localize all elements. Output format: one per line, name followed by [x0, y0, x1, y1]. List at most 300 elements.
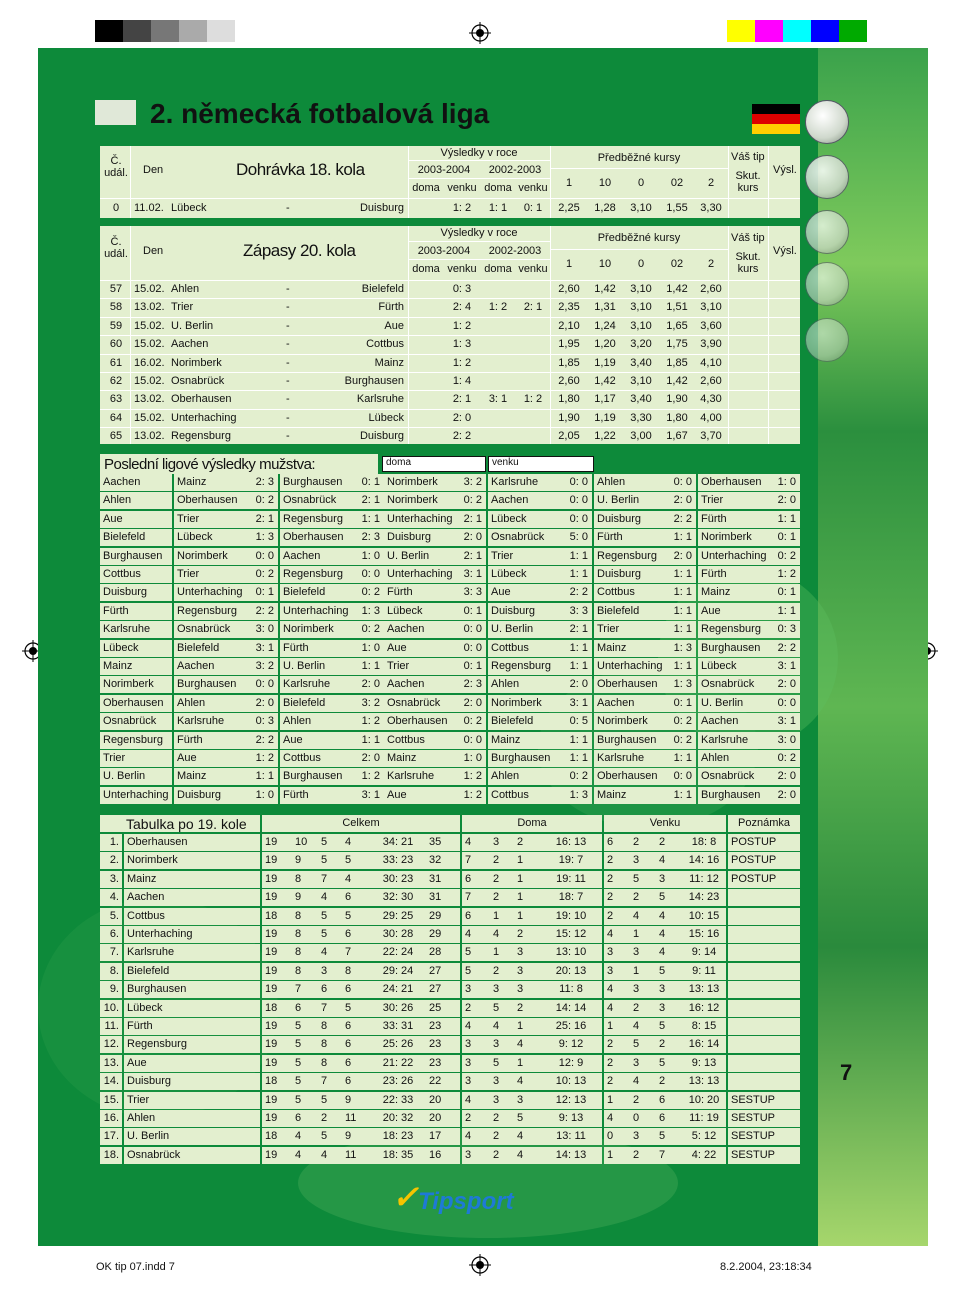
score: 0: 2 — [255, 494, 274, 506]
opponent: Ahlen — [177, 697, 206, 709]
col-skut-kurs: Skut. kurs — [735, 170, 761, 194]
position: 8. — [100, 963, 122, 980]
list-item — [100, 529, 800, 546]
stat: 11 — [342, 1147, 370, 1164]
score: 0: 0 — [463, 642, 482, 654]
col-venku: venku — [447, 182, 477, 194]
stat: 3 — [514, 944, 540, 961]
row-rule — [100, 335, 800, 336]
stat: 4 — [462, 834, 490, 851]
stat: 3 — [630, 944, 656, 961]
stat: 22: 33 — [370, 1092, 426, 1109]
note — [728, 926, 800, 943]
stat: 3 — [318, 963, 342, 980]
col-cislo: Č. udál. — [104, 236, 128, 260]
stat: 33: 31 — [370, 1018, 426, 1035]
team-name: U. Berlin — [100, 768, 172, 785]
opponent: Aue — [283, 734, 303, 746]
score: 1: 1 — [673, 531, 692, 543]
stat: 5 — [318, 1128, 342, 1145]
stat: 12: 9 — [540, 1055, 602, 1072]
stat: 2 — [514, 926, 540, 943]
stat: 1 — [514, 1055, 540, 1072]
opponent: Bielefeld — [491, 715, 534, 727]
opponent: Trier — [177, 568, 200, 580]
team-name: Karlsruhe — [100, 621, 172, 638]
list-item — [100, 732, 800, 749]
score: 3: 2 — [463, 476, 482, 488]
team-name: Lübeck — [100, 640, 172, 657]
kurs-head: 0 — [637, 177, 645, 189]
stat: 4 — [630, 1018, 656, 1035]
match-cell — [384, 474, 486, 491]
match-cell — [594, 548, 696, 565]
position: 18. — [100, 1147, 122, 1164]
stat: 4 — [342, 834, 370, 851]
stat: 11 — [342, 1110, 370, 1127]
score: 0: 1 — [777, 586, 796, 598]
stat: 7 — [292, 981, 318, 998]
stat: 25 — [426, 1000, 460, 1017]
opponent: Burghausen — [701, 642, 761, 654]
table-row — [100, 1018, 800, 1035]
match-cell — [280, 511, 384, 528]
team-name: Duisburg — [124, 1073, 260, 1090]
match-cell — [280, 603, 384, 620]
score: 1: 0 — [777, 476, 796, 488]
col-vysledky: Výsledky v roce — [440, 147, 518, 159]
stat: 7 — [318, 871, 342, 888]
stat: 29 — [426, 908, 460, 925]
match-cell — [488, 713, 592, 730]
opponent: Ahlen — [701, 752, 730, 764]
stat: 23 — [426, 1036, 460, 1053]
match-date: 15.02. — [134, 320, 165, 332]
stat: 29: 24 — [370, 963, 426, 980]
position: 9. — [100, 981, 122, 998]
match-cell — [174, 474, 278, 491]
stat: 19 — [262, 1018, 292, 1035]
stat: 8 — [318, 1018, 342, 1035]
odds: 3,10 — [630, 301, 652, 313]
odds: 3,40 — [630, 357, 652, 369]
stat: 4 — [514, 1073, 540, 1090]
score: 1: 1 — [569, 642, 588, 654]
stat: 5 — [656, 1018, 682, 1035]
home-team: Osnabrück — [171, 375, 225, 387]
odds: 3,10 — [700, 301, 722, 313]
stat: 5: 12 — [682, 1128, 726, 1145]
opponent: Norimberk — [177, 550, 228, 562]
odds: 1,28 — [594, 202, 616, 214]
stat: 4 — [656, 926, 682, 943]
score: 2: 0 — [463, 697, 482, 709]
opponent: Ahlen — [597, 476, 626, 488]
score: 2: 2 — [255, 734, 274, 746]
col-skut-kurs: Skut. kurs — [735, 251, 761, 275]
stat: 2 — [490, 1128, 514, 1145]
stat: 4 — [318, 1147, 342, 1164]
position: 16. — [100, 1110, 122, 1127]
home-team: Aachen — [171, 338, 209, 350]
match-no: 61 — [109, 357, 123, 369]
odds: 1,75 — [666, 338, 688, 350]
match-cell — [174, 603, 278, 620]
stat: 6 — [462, 871, 490, 888]
opponent: Osnabrück — [491, 531, 545, 543]
match-date: 15.02. — [134, 338, 165, 350]
stat: 3 — [514, 981, 540, 998]
table-row — [100, 944, 800, 961]
list-item — [100, 768, 800, 785]
score: 1: 3 — [361, 605, 380, 617]
opponent: Burghausen — [283, 476, 343, 488]
score: 0: 2 — [673, 734, 692, 746]
crop-bar — [839, 20, 867, 42]
match-cell — [488, 695, 592, 712]
opponent: Aachen — [491, 494, 529, 506]
position: 3. — [100, 871, 122, 888]
opponent: Mainz — [597, 642, 627, 654]
col-doma: Doma — [462, 815, 602, 832]
stat: 5 — [318, 852, 342, 869]
table-row — [100, 871, 800, 888]
stat: 4 — [604, 1110, 630, 1127]
odds: 3,60 — [700, 320, 722, 332]
away-team: Cottbus — [366, 338, 404, 350]
stat: 4 — [656, 908, 682, 925]
score: 1: 1 — [569, 734, 588, 746]
score: 1: 1 — [673, 752, 692, 764]
stat: 4 — [656, 944, 682, 961]
opponent: Aachen — [387, 678, 425, 690]
kurs-head: 02 — [670, 177, 684, 189]
opponent: Duisburg — [597, 513, 642, 525]
table-row — [100, 926, 800, 943]
stat: 3 — [462, 1055, 490, 1072]
header-tab-block — [95, 100, 136, 125]
opponent: Ahlen — [283, 715, 312, 727]
team-name: Unterhaching — [124, 926, 260, 943]
football-icon — [805, 262, 849, 306]
opponent: Regensburg — [597, 550, 657, 562]
score: 0: 0 — [569, 513, 588, 525]
opponent: Unterhaching — [701, 550, 767, 562]
stat: 25: 26 — [370, 1036, 426, 1053]
stat: 18 — [262, 1128, 292, 1145]
stat: 20: 32 — [370, 1110, 426, 1127]
opponent: Cottbus — [597, 586, 635, 598]
stat: 4 — [462, 1128, 490, 1145]
odds: 1,19 — [594, 412, 616, 424]
opponent: Aachen — [283, 550, 321, 562]
match-cell — [280, 787, 384, 804]
note — [728, 1073, 800, 1090]
stat: 2 — [604, 1036, 630, 1053]
stat: 19 — [262, 1036, 292, 1053]
football-icon — [805, 210, 849, 254]
stat: 14: 16 — [682, 852, 726, 869]
stat: 3 — [630, 852, 656, 869]
score: 3: 1 — [777, 660, 796, 672]
stat: 15: 16 — [682, 926, 726, 943]
stat: 3 — [514, 1092, 540, 1109]
score: 1: 1 — [569, 752, 588, 764]
match-cell — [384, 768, 486, 785]
match-cell — [384, 566, 486, 583]
col-den: Den — [143, 164, 164, 176]
score: 2: 0 — [361, 752, 380, 764]
stat: 19 — [262, 834, 292, 851]
note: SESTUP — [728, 1147, 800, 1164]
stat: 1 — [514, 908, 540, 925]
team-name: Bielefeld — [100, 529, 172, 546]
team-name: Cottbus — [124, 908, 260, 925]
team-name: Unterhaching — [100, 787, 172, 804]
odds: 1,80 — [558, 393, 580, 405]
opponent: Unterhaching — [283, 605, 349, 617]
stat: 30: 26 — [370, 1000, 426, 1017]
team-name: Fürth — [124, 1018, 260, 1035]
row-rule — [100, 280, 800, 281]
odds: 2,60 — [558, 375, 580, 387]
match-cell — [698, 768, 800, 785]
stat: 11: 8 — [540, 981, 602, 998]
crop-bar — [755, 20, 783, 42]
stat: 8 — [292, 871, 318, 888]
opponent: Osnabrück — [177, 623, 231, 635]
stat: 4 — [630, 908, 656, 925]
stat: 2 — [630, 1092, 656, 1109]
stat: 5 — [318, 908, 342, 925]
match-cell — [280, 566, 384, 583]
opponent: Burghausen — [597, 734, 657, 746]
col-poznamka: Poznámka — [728, 815, 800, 832]
match-cell — [384, 676, 486, 693]
separator: - — [286, 412, 290, 424]
list-item — [100, 750, 800, 767]
stat: 4 — [514, 1036, 540, 1053]
opponent: Mainz — [597, 789, 627, 801]
zapasy-label: Zápasy 20. kola — [243, 241, 356, 260]
opponent: Aue — [387, 642, 407, 654]
table-title: Tabulka po 19. kole — [100, 815, 260, 832]
registration-mark-icon — [469, 1254, 491, 1276]
stat: 2 — [514, 1000, 540, 1017]
list-item — [100, 474, 800, 491]
stat: 5 — [514, 1110, 540, 1127]
opponent: Burghausen — [177, 678, 237, 690]
match-cell — [594, 658, 696, 675]
table-row — [100, 1055, 800, 1072]
stat: 1 — [514, 852, 540, 869]
col-venku: venku — [447, 263, 477, 275]
away-team: Burghausen — [344, 375, 404, 387]
col-year1: 2003-2004 — [417, 245, 471, 257]
stat: 5 — [292, 1055, 318, 1072]
stat: 34: 21 — [370, 834, 426, 851]
stat: 16: 14 — [682, 1036, 726, 1053]
match-cell — [698, 603, 800, 620]
score: 1: 0 — [255, 789, 274, 801]
dohravka-label: Dohrávka 18. kola — [236, 160, 365, 179]
home-team: Norimberk — [171, 357, 222, 369]
match-cell — [594, 787, 696, 804]
team-name: Aue — [100, 511, 172, 528]
stat: 9: 11 — [682, 963, 726, 980]
match-cell — [384, 492, 486, 509]
odds: 1,65 — [666, 320, 688, 332]
stat: 1 — [514, 871, 540, 888]
odds: 1,80 — [666, 412, 688, 424]
score: 2: 0 — [777, 494, 796, 506]
match-cell — [174, 676, 278, 693]
score: 1: 1 — [777, 513, 796, 525]
crop-bar — [207, 20, 235, 42]
opponent: U. Berlin — [491, 623, 534, 635]
score: 2: 0 — [777, 789, 796, 801]
kurs-head: 02 — [670, 258, 684, 270]
odds: 2,60 — [558, 283, 580, 295]
stat: 2 — [490, 852, 514, 869]
stat: 2 — [462, 1110, 490, 1127]
col-doma: doma — [412, 182, 440, 194]
stat: 3 — [656, 871, 682, 888]
stat: 3 — [490, 1073, 514, 1090]
match-no: 64 — [109, 412, 123, 424]
stat: 0 — [630, 1110, 656, 1127]
score: 0: 2 — [569, 770, 588, 782]
score: 1: 3 — [255, 531, 274, 543]
col-venku: venku — [518, 182, 548, 194]
stat: 14: 13 — [540, 1147, 602, 1164]
match-cell — [384, 603, 486, 620]
result: 1: 2 — [452, 202, 472, 214]
col-vysledky: Výsledky v roce — [440, 227, 518, 239]
score: 2: 0 — [673, 494, 692, 506]
opponent: Bielefeld — [177, 642, 220, 654]
stat: 6 — [342, 1036, 370, 1053]
stat: 9 — [292, 852, 318, 869]
stat: 3 — [490, 1036, 514, 1053]
score: 2: 0 — [569, 678, 588, 690]
score: 2: 0 — [673, 550, 692, 562]
score: 0: 2 — [361, 623, 380, 635]
opponent: Osnabrück — [283, 494, 337, 506]
stat: 3 — [656, 1000, 682, 1017]
match-cell — [594, 640, 696, 657]
stat: 3 — [630, 981, 656, 998]
score: 1: 1 — [361, 513, 380, 525]
team-name: Aachen — [124, 889, 260, 906]
opponent: Burghausen — [283, 770, 343, 782]
opponent: Norimberk — [387, 476, 438, 488]
stat: 18: 35 — [370, 1147, 426, 1164]
page-title: 2. německá fotbalová liga — [150, 98, 490, 129]
list-item — [100, 658, 800, 675]
opponent: Trier — [701, 494, 724, 506]
opponent: Cottbus — [491, 789, 529, 801]
odds: 3,10 — [630, 283, 652, 295]
stat: 19: 7 — [540, 852, 602, 869]
stat: 10: 13 — [540, 1073, 602, 1090]
match-cell — [280, 548, 384, 565]
kurs-head: 2 — [707, 177, 715, 189]
list-item — [100, 492, 800, 509]
stat: 19 — [262, 871, 292, 888]
odds: 2,10 — [558, 320, 580, 332]
separator: - — [286, 320, 290, 332]
team-name: Duisburg — [100, 584, 172, 601]
tipsport-logo: ✓ Tipsport — [392, 1179, 514, 1215]
match-cell — [698, 529, 800, 546]
opponent: Fürth — [283, 789, 309, 801]
stat: 18 — [262, 1000, 292, 1017]
opponent: Aachen — [701, 715, 739, 727]
stat: 19 — [262, 852, 292, 869]
odds: 1,85 — [558, 357, 580, 369]
table-row — [100, 1128, 800, 1145]
match-cell — [698, 584, 800, 601]
match-cell — [384, 732, 486, 749]
stat: 2 — [604, 1055, 630, 1072]
opponent: Fürth — [387, 586, 413, 598]
opponent: U. Berlin — [701, 697, 744, 709]
kurs-head: 2 — [707, 258, 715, 270]
match-cell — [280, 695, 384, 712]
stat: 2 — [656, 1073, 682, 1090]
stat: 19 — [262, 889, 292, 906]
col-doma: doma — [484, 263, 512, 275]
score: 1: 1 — [255, 770, 274, 782]
stat: 3 — [630, 1128, 656, 1145]
match-cell — [488, 511, 592, 528]
col-vysl: Výsl. — [773, 164, 797, 176]
opponent: Bielefeld — [283, 586, 326, 598]
stat: 19 — [262, 1092, 292, 1109]
opponent: Aue — [491, 586, 511, 598]
stat: 13: 11 — [540, 1128, 602, 1145]
score: 1: 1 — [569, 568, 588, 580]
note — [728, 963, 800, 980]
position: 5. — [100, 908, 122, 925]
score: 3: 3 — [463, 586, 482, 598]
score: 5: 0 — [569, 531, 588, 543]
last-results-label: Poslední ligové výsledky mužstva: — [104, 456, 316, 473]
opponent: Aachen — [597, 697, 635, 709]
stat: 5 — [630, 871, 656, 888]
opponent: Oberhausen — [387, 715, 448, 727]
row-rule — [100, 390, 800, 391]
match-cell — [280, 492, 384, 509]
match-cell — [698, 787, 800, 804]
match-no: 63 — [109, 393, 123, 405]
score: 1: 1 — [777, 605, 796, 617]
football-icon — [805, 318, 849, 362]
opponent: Cottbus — [283, 752, 321, 764]
stat: 3 — [462, 1073, 490, 1090]
score: 0: 1 — [255, 586, 274, 598]
stat: 1 — [630, 926, 656, 943]
match-cell — [594, 768, 696, 785]
match-cell — [280, 676, 384, 693]
opponent: Karlsruhe — [597, 752, 645, 764]
opponent: Regensburg — [283, 568, 343, 580]
stat: 18: 23 — [370, 1128, 426, 1145]
stat: 6 — [292, 1110, 318, 1127]
stat: 7 — [318, 1000, 342, 1017]
stat: 35 — [426, 834, 460, 851]
